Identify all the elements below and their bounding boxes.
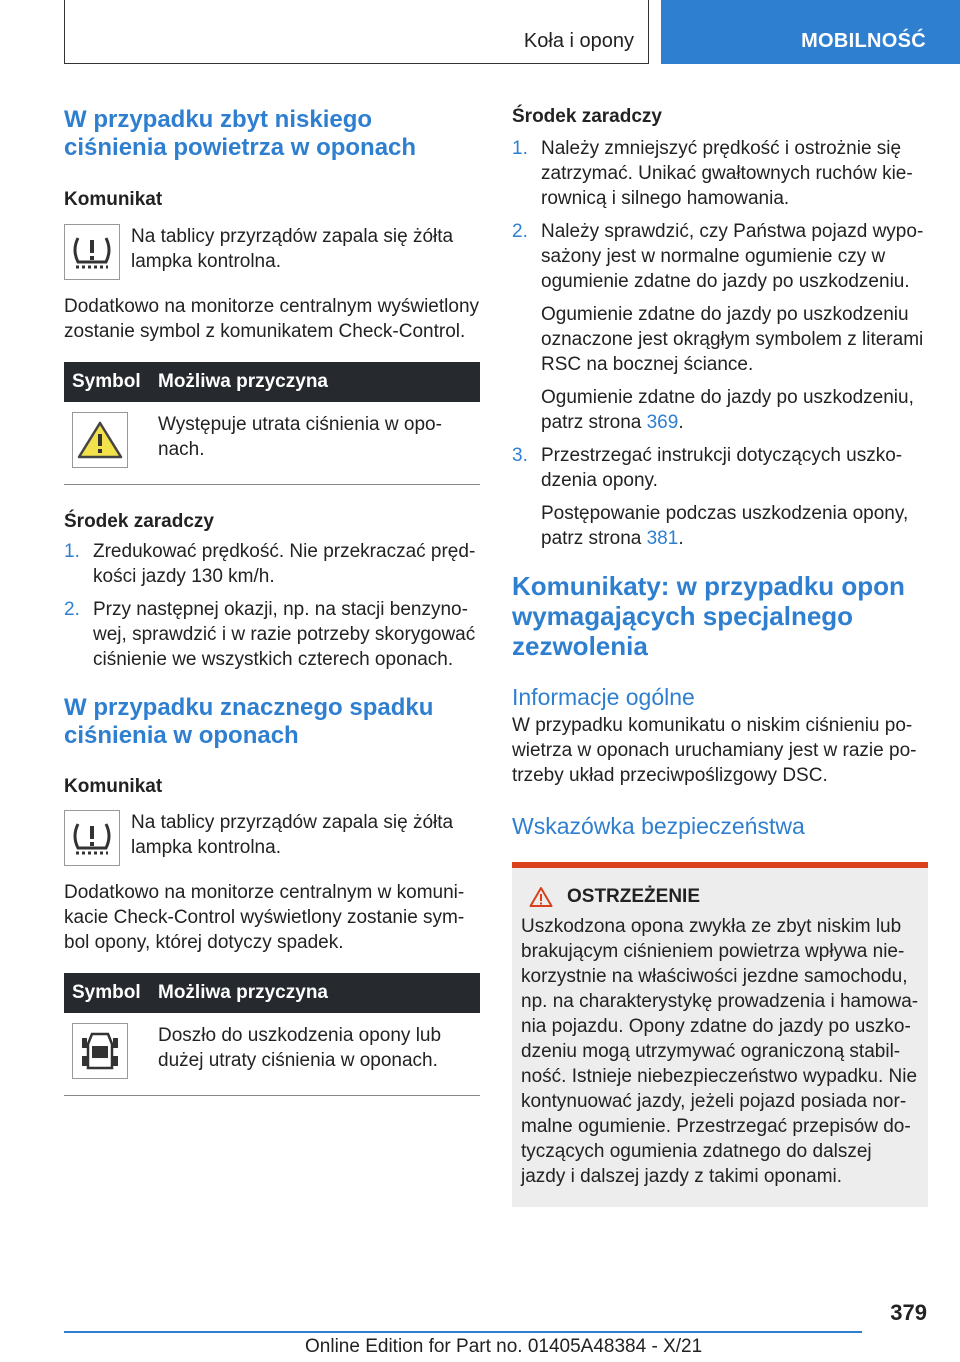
header-chapter-title: MOBILNOŚĆ: [801, 30, 926, 52]
page-link[interactable]: 369: [646, 412, 679, 433]
indicator-row: [64, 810, 480, 866]
remedy-label: Środek zaradczy: [64, 511, 214, 532]
table-header-cause: Możliwa przyczyna: [150, 362, 480, 402]
indicator-text: Na tablicy przyrządów zapala się żółta lampka kontrolna.: [131, 226, 454, 272]
general-info-text: W przypadku komunikatu o niskim ciśnieniu powietrza w oponach uruchamiany jest w razie potrzeby układ przeciwpoślizgowy DSC.: [512, 715, 917, 786]
indicator-row: [64, 224, 480, 280]
heading-pressure-drop: W przypadku znacznego spadku ciśnienia w oponach: [64, 694, 434, 749]
symbol-table-1: [64, 362, 480, 485]
tire-pressure-warning-icon: [64, 810, 120, 866]
header-chapter-tab: [661, 0, 960, 64]
message-label: Komunikat: [64, 776, 163, 797]
remedy-list-left: [64, 539, 480, 672]
message-label: Komunikat: [64, 189, 163, 210]
heading-safety: Wskazówka bezpieczeństwa: [512, 813, 805, 839]
table-header-symbol: Symbol: [64, 973, 150, 1013]
list-item: 3. Przestrzegać instrukcji dotyczących uszkodzenia opony. Postępowanie podczas uszkodzenia opony, patrz strona 381.: [512, 445, 909, 549]
table-header-cause: Możliwa przyczyna: [150, 973, 480, 1013]
heading-special-tires: Komunikaty: w przypadku opon wymagających specjalnego zezwolenia: [512, 571, 905, 661]
remedy-list-right: [512, 136, 928, 551]
table-row: [64, 1013, 480, 1096]
list-item: 1. Należy zmniejszyć prędkość i ostrożnie się zatrzymać. Unikać gwałtownych ruchów kierownicą i silnego hamowania.: [512, 138, 913, 209]
page-number: 379: [890, 1300, 927, 1325]
check-control-text: Dodatkowo na monitorze centralnym w komunikacie Check-Control wyświetlony zostanie symbol opony, której dotyczy spadek.: [64, 882, 465, 953]
footer-rule: [64, 1331, 862, 1333]
header-section-title: Koła i opony: [523, 30, 634, 52]
header-section-box: [64, 0, 649, 64]
warning-triangle-icon: [72, 412, 128, 468]
table-header-symbol: Symbol: [64, 362, 150, 402]
left-column: [64, 100, 480, 1096]
table-cell-cause: Doszło do uszkodzenia opony lub dużej utraty ciśnienia w oponach.: [150, 1013, 480, 1096]
footer-edition: Online Edition for Part no. 01405A48384 - X/21: [305, 1336, 703, 1357]
table-row: [64, 402, 480, 485]
list-item: 1. Zredukować prędkość. Nie przekraczać prędkości jazdy 130 km/h.: [64, 541, 476, 587]
indicator-text: Na tablicy przyrządów zapala się żółta lampka kontrolna.: [131, 812, 454, 858]
check-control-text: Dodatkowo na monitorze centralnym wyświetlony zostanie symbol z komunikatem Check-Control.: [64, 296, 480, 342]
right-column: [512, 100, 928, 1207]
heading-general-info: Informacje ogólne: [512, 684, 695, 710]
tire-pressure-warning-icon: [64, 224, 120, 280]
list-item: 2. Przy następnej okazji, np. na stacji benzynowej, sprawdzić i w razie potrzeby skorygować ciśnienie we wszystkich czterech oponach.: [64, 599, 476, 670]
symbol-table-2: [64, 973, 480, 1096]
list-item: 2. Należy sprawdzić, czy Państwa pojazd wyposażony jest w normalne ogumienie czy w ogumienie zdatne do jazdy po uszkodzeniu. Ogumienie zdatne do jazdy po uszkodzeniu oznaczone jest okrągłym symbolem z literami RSC na bocznej ściance. Ogumienie zdatne do jazdy po uszkodzeniu, patrz strona 369.: [512, 221, 924, 433]
warning-triangle-icon: [529, 886, 553, 908]
car-tire-damage-icon: [72, 1023, 128, 1079]
table-cell-cause: Występuje utrata ciśnienia w oponach.: [150, 402, 480, 485]
page-link[interactable]: 381: [646, 528, 679, 549]
warning-title: OSTRZEŻENIE: [567, 886, 701, 907]
remedy-label: Środek zaradczy: [512, 106, 662, 127]
warning-text: Uszkodzona opona zwykła ze zbyt niskim lub brakującym ciśnieniem powietrza wpływa niekorzystnie na właściwości jezdne samochodu, np. na charakterystykę prowadzenia i hamowania pojazdu. Opony zdatne do jazdy po uszkodzeniu mogą utrzymywać ograniczoną stabilność. Istnieje niebezpieczeństwo wypadku. Nie kontynuować jazdy, jeżeli pojazd posiada normalne ogumienie. Przestrzegać przepisów dotyczących ogumienia zdatnego do dalszej jazdy i dalszej jazdy z takimi oponami.: [521, 916, 919, 1187]
warning-box: [512, 862, 928, 1207]
heading-low-pressure: W przypadku zbyt niskiego ciśnienia powietrza w oponach: [64, 106, 417, 161]
